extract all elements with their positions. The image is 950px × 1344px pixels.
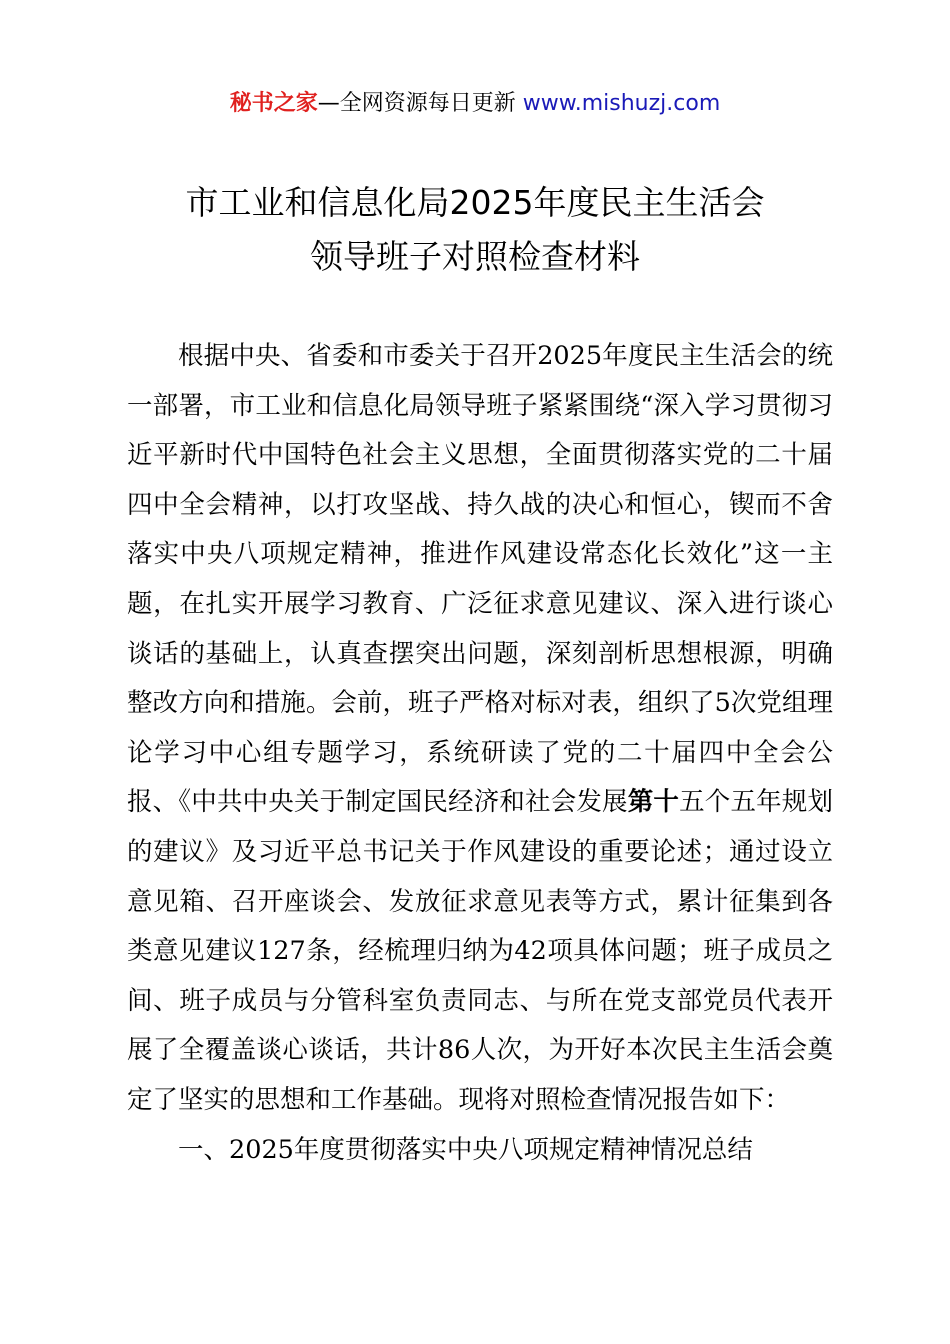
document-title	[0, 176, 950, 284]
title-line-1: 市工业和信息化局2025年度民主生活会	[185, 183, 765, 222]
document-body	[127, 332, 833, 1175]
paragraph-1-bold-text: 第十	[627, 787, 680, 818]
paragraph-1-text-b: 五个五年规划的建议》及习近平总书记关于作风建设的重要论述；通过设立意见箱、召开座谈会、发放征求意见表等方式，累计征集到各类意见建议127条，经梳理归纳为42项具体问题；班子成员之间、班子成员与分管科室负责同志、与所在党支部党员代表开展了全覆盖谈心谈话，共计86人次，为开好本次民主生活会奠定了坚实的思想和工作基础。现将对照检查情况报告如下：	[127, 787, 833, 1115]
site-brand: 秘书之家	[229, 91, 318, 116]
section-heading-1: 一、2025年度贯彻落实中央八项规定精神情况总结	[178, 1134, 753, 1165]
site-header	[0, 88, 950, 120]
body-paragraph-1	[127, 332, 833, 1126]
site-url-link[interactable]: www.mishuzj.com	[522, 91, 721, 116]
paragraph-1-text-a: 根据中央、省委和市委关于召开2025年度民主生活会的统一部署，市工业和信息化局领导班子紧紧围绕“深入学习贯彻习近平新时代中国特色社会主义思想，全面贯彻落实党的二十届四中全会精神，以打攻坚战、持久战的决心和恒心，锲而不舍落实中央八项规定精神，推进作风建设常态化长效化”这一主题，在扎实开展学习教育、广泛征求意见建议、深入进行谈心谈话的基础上，认真查摆突出问题，深刻剖析思想根源，明确整改方向和措施。会前，班子严格对标对表，组织了5次党组理论学习中心组专题学习，系统研读了党的二十届四中全会公报、《中共中央关于制定国民经济和社会发展	[127, 341, 833, 818]
site-tagline: —全网资源每日更新	[317, 91, 516, 116]
title-line-2: 领导班子对照检查材料	[310, 237, 640, 276]
